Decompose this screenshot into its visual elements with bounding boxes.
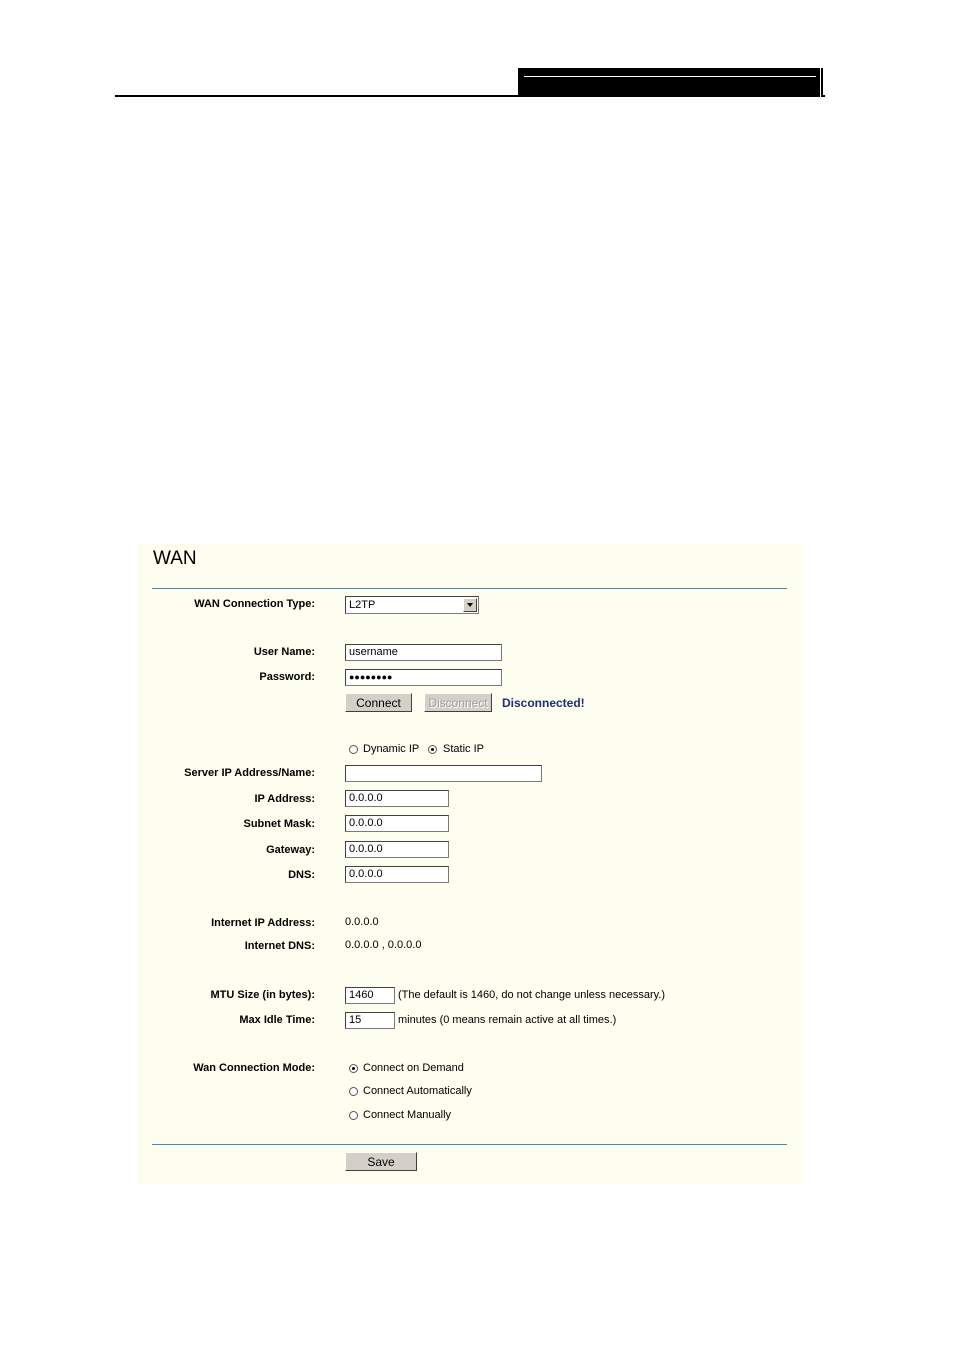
username-label: User Name: xyxy=(253,646,315,658)
page-title: WAN xyxy=(153,548,197,569)
connection-type-value: L2TP xyxy=(349,599,376,611)
connect-manually-label: Connect Manually xyxy=(363,1109,452,1121)
disconnect-button[interactable]: Disconnect xyxy=(424,693,492,712)
dropdown-button[interactable] xyxy=(463,598,477,612)
connection-type-select[interactable] xyxy=(345,596,479,614)
password-input[interactable]: ●●●●●●●● xyxy=(345,669,502,686)
connect-manually-radio[interactable] xyxy=(349,1111,358,1120)
ip-address-label: IP Address: xyxy=(254,793,315,805)
connect-button[interactable]: Connect xyxy=(345,693,412,712)
idle-time-label: Max Idle Time: xyxy=(239,1014,315,1026)
server-input[interactable] xyxy=(345,765,542,782)
top-divider xyxy=(152,588,787,589)
connection-mode-label: Wan Connection Mode: xyxy=(193,1062,315,1074)
mtu-label: MTU Size (in bytes): xyxy=(210,989,315,1001)
dynamic-ip-label: Dynamic IP xyxy=(363,743,420,755)
connection-type-label: WAN Connection Type: xyxy=(194,598,315,610)
server-label: Server IP Address/Name: xyxy=(184,767,315,779)
header-block-line xyxy=(524,76,816,77)
internet-ip-value: 0.0.0.0 xyxy=(345,916,379,928)
save-button[interactable]: Save xyxy=(345,1152,417,1171)
ip-address-input[interactable]: 0.0.0.0 xyxy=(345,790,449,807)
subnet-mask-input[interactable]: 0.0.0.0 xyxy=(345,815,449,832)
chevron-down-icon xyxy=(467,603,473,607)
connection-status: Disconnected! xyxy=(502,696,585,710)
static-ip-label: Static IP xyxy=(443,743,484,755)
connect-automatically-radio[interactable] xyxy=(349,1087,358,1096)
mtu-hint: (The default is 1460, do not change unless necessary.) xyxy=(398,989,666,1001)
internet-dns-value: 0.0.0.0 , 0.0.0.0 xyxy=(345,939,422,951)
header-block xyxy=(518,68,823,97)
internet-ip-label: Internet IP Address: xyxy=(211,917,315,929)
wan-settings-panel xyxy=(137,544,802,1184)
password-label: Password: xyxy=(259,671,315,683)
connect-automatically-label: Connect Automatically xyxy=(363,1085,472,1097)
gateway-label: Gateway: xyxy=(266,844,315,856)
idle-time-input[interactable]: 15 xyxy=(345,1012,395,1029)
mtu-input[interactable]: 1460 xyxy=(345,987,395,1004)
connect-on-demand-label: Connect on Demand xyxy=(363,1062,464,1074)
dns-label: DNS: xyxy=(288,869,315,881)
gateway-input[interactable]: 0.0.0.0 xyxy=(345,841,449,858)
dynamic-ip-radio[interactable] xyxy=(349,745,358,754)
header-block-edge xyxy=(820,68,821,97)
internet-dns-label: Internet DNS: xyxy=(244,940,315,952)
static-ip-radio[interactable] xyxy=(428,745,437,754)
subnet-mask-label: Subnet Mask: xyxy=(243,818,315,830)
connect-on-demand-radio[interactable] xyxy=(349,1064,358,1073)
dns-input[interactable]: 0.0.0.0 xyxy=(345,866,449,883)
bottom-divider xyxy=(152,1144,787,1145)
idle-time-hint: minutes (0 means remain active at all times.) xyxy=(398,1014,617,1026)
username-input[interactable]: username xyxy=(345,644,502,661)
